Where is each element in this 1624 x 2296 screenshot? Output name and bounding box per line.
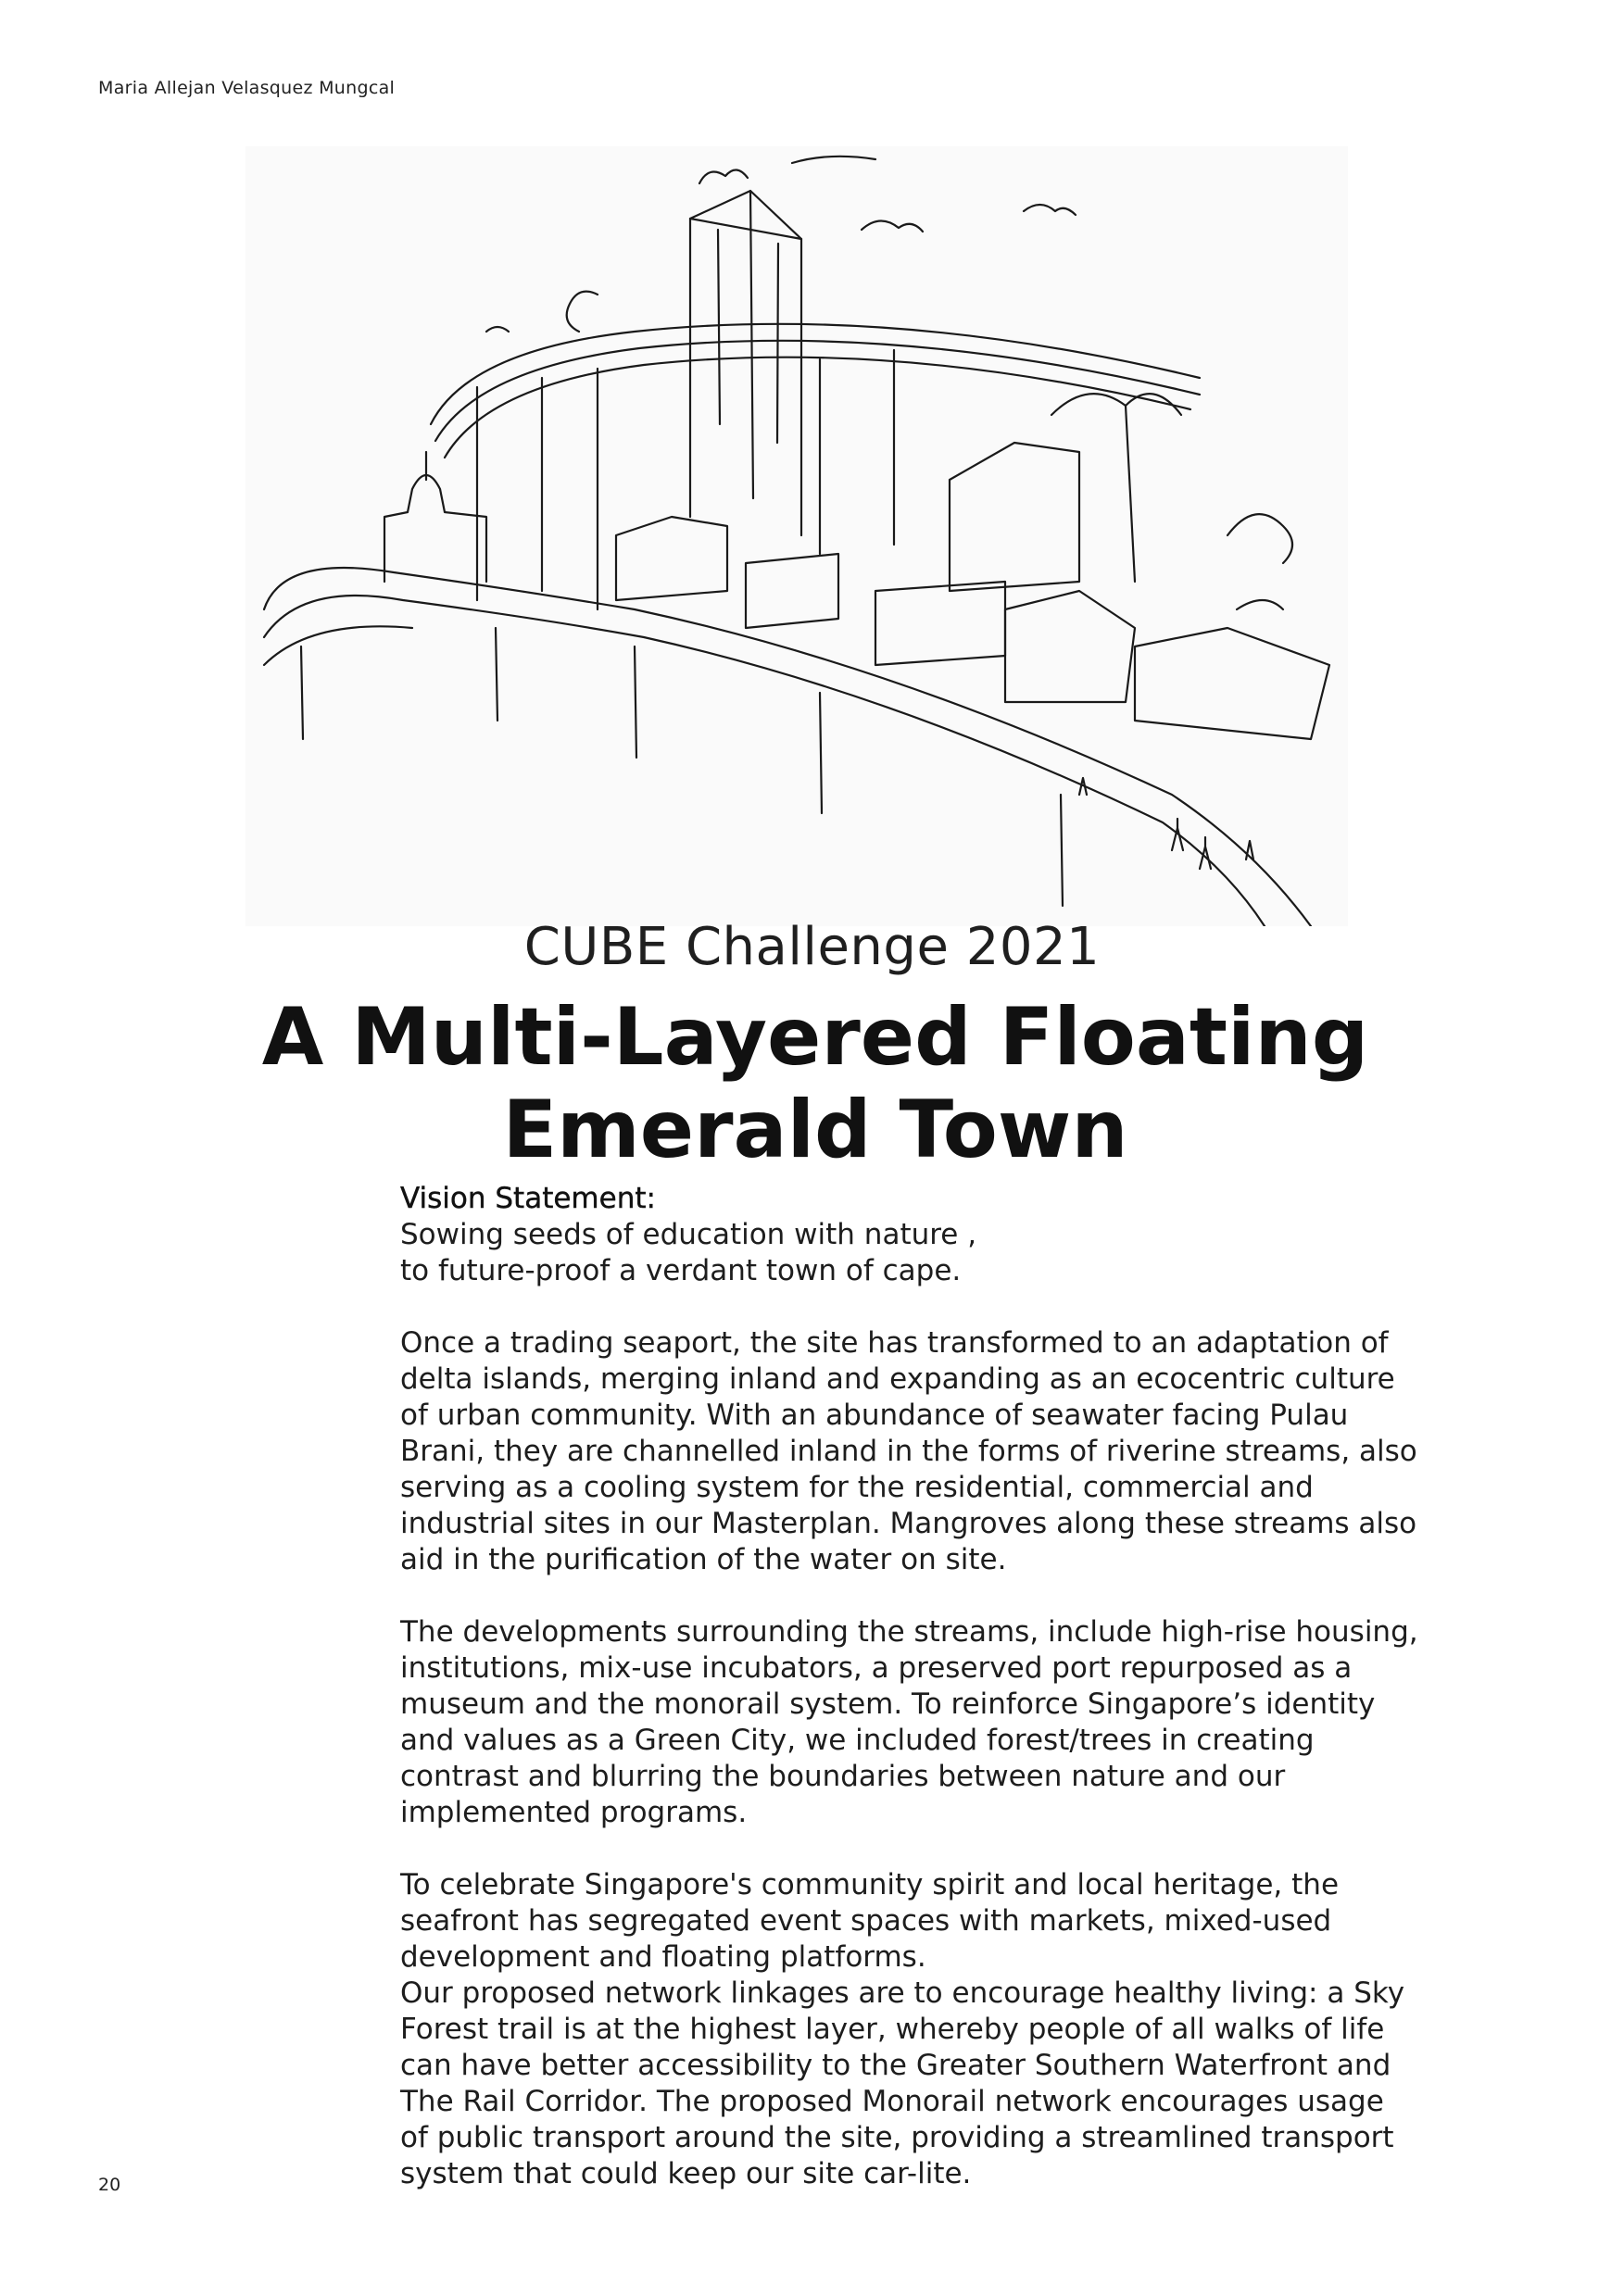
paragraph-2: The developments surrounding the streams, include high-rise housing, institutions, mix-use incubators, a preserved port repurposed as a museum and the monorail system. To reinforce Singapore’s identity and values as a Green City, we included forest/trees in creating contrast and blurring the boundaries between nature and our implemented programs.: [400, 1615, 1418, 1829]
event-subtitle: CUBE Challenge 2021: [523, 917, 1101, 977]
vision-line-2: to future-proof a verdant town of cape.: [400, 1254, 962, 1287]
vision-line-1: Sowing seeds of education with nature ,: [400, 1218, 977, 1251]
page-number: 20: [98, 2175, 121, 2195]
body-text: [400, 1181, 1419, 2192]
vision-statement-label: Vision Statement:: [400, 1182, 656, 1215]
paragraph-1: Once a trading seaport, the site has transformed to an adaptation of delta islands, merging inland and expanding as an ecocentric culture of urban community. With an abundance of seawater facing Pulau Brani, they are channelled inland in the forms of riverine streams, also serving as a cooling system for the residential, commercial and industrial sites in our Masterplan. Mangroves along these streams also aid in the purification of the water on site.: [400, 1326, 1417, 1576]
paragraph-3: To celebrate Singapore's community spirit and local heritage, the seafront has segregated event spaces with markets, mixed-used development and floating platforms.: [400, 1868, 1340, 1974]
author-name: Maria Allejan Velasquez Mungcal: [98, 78, 396, 98]
paragraph-4: Our proposed network linkages are to encourage healthy living: a Sky Forest trail is at the highest layer, whereby people of all walks of life can have better accessibility to the Greater Southern Waterfront and The Rail Corridor. The proposed Monorail network encourages usage of public transport around the site, providing a streamlined transport system that could keep our site car-lite.: [400, 1976, 1405, 2190]
architectural-sketch-image: [245, 146, 1348, 926]
page-title: A Multi-Layered Floating Emerald Town: [261, 991, 1369, 1176]
